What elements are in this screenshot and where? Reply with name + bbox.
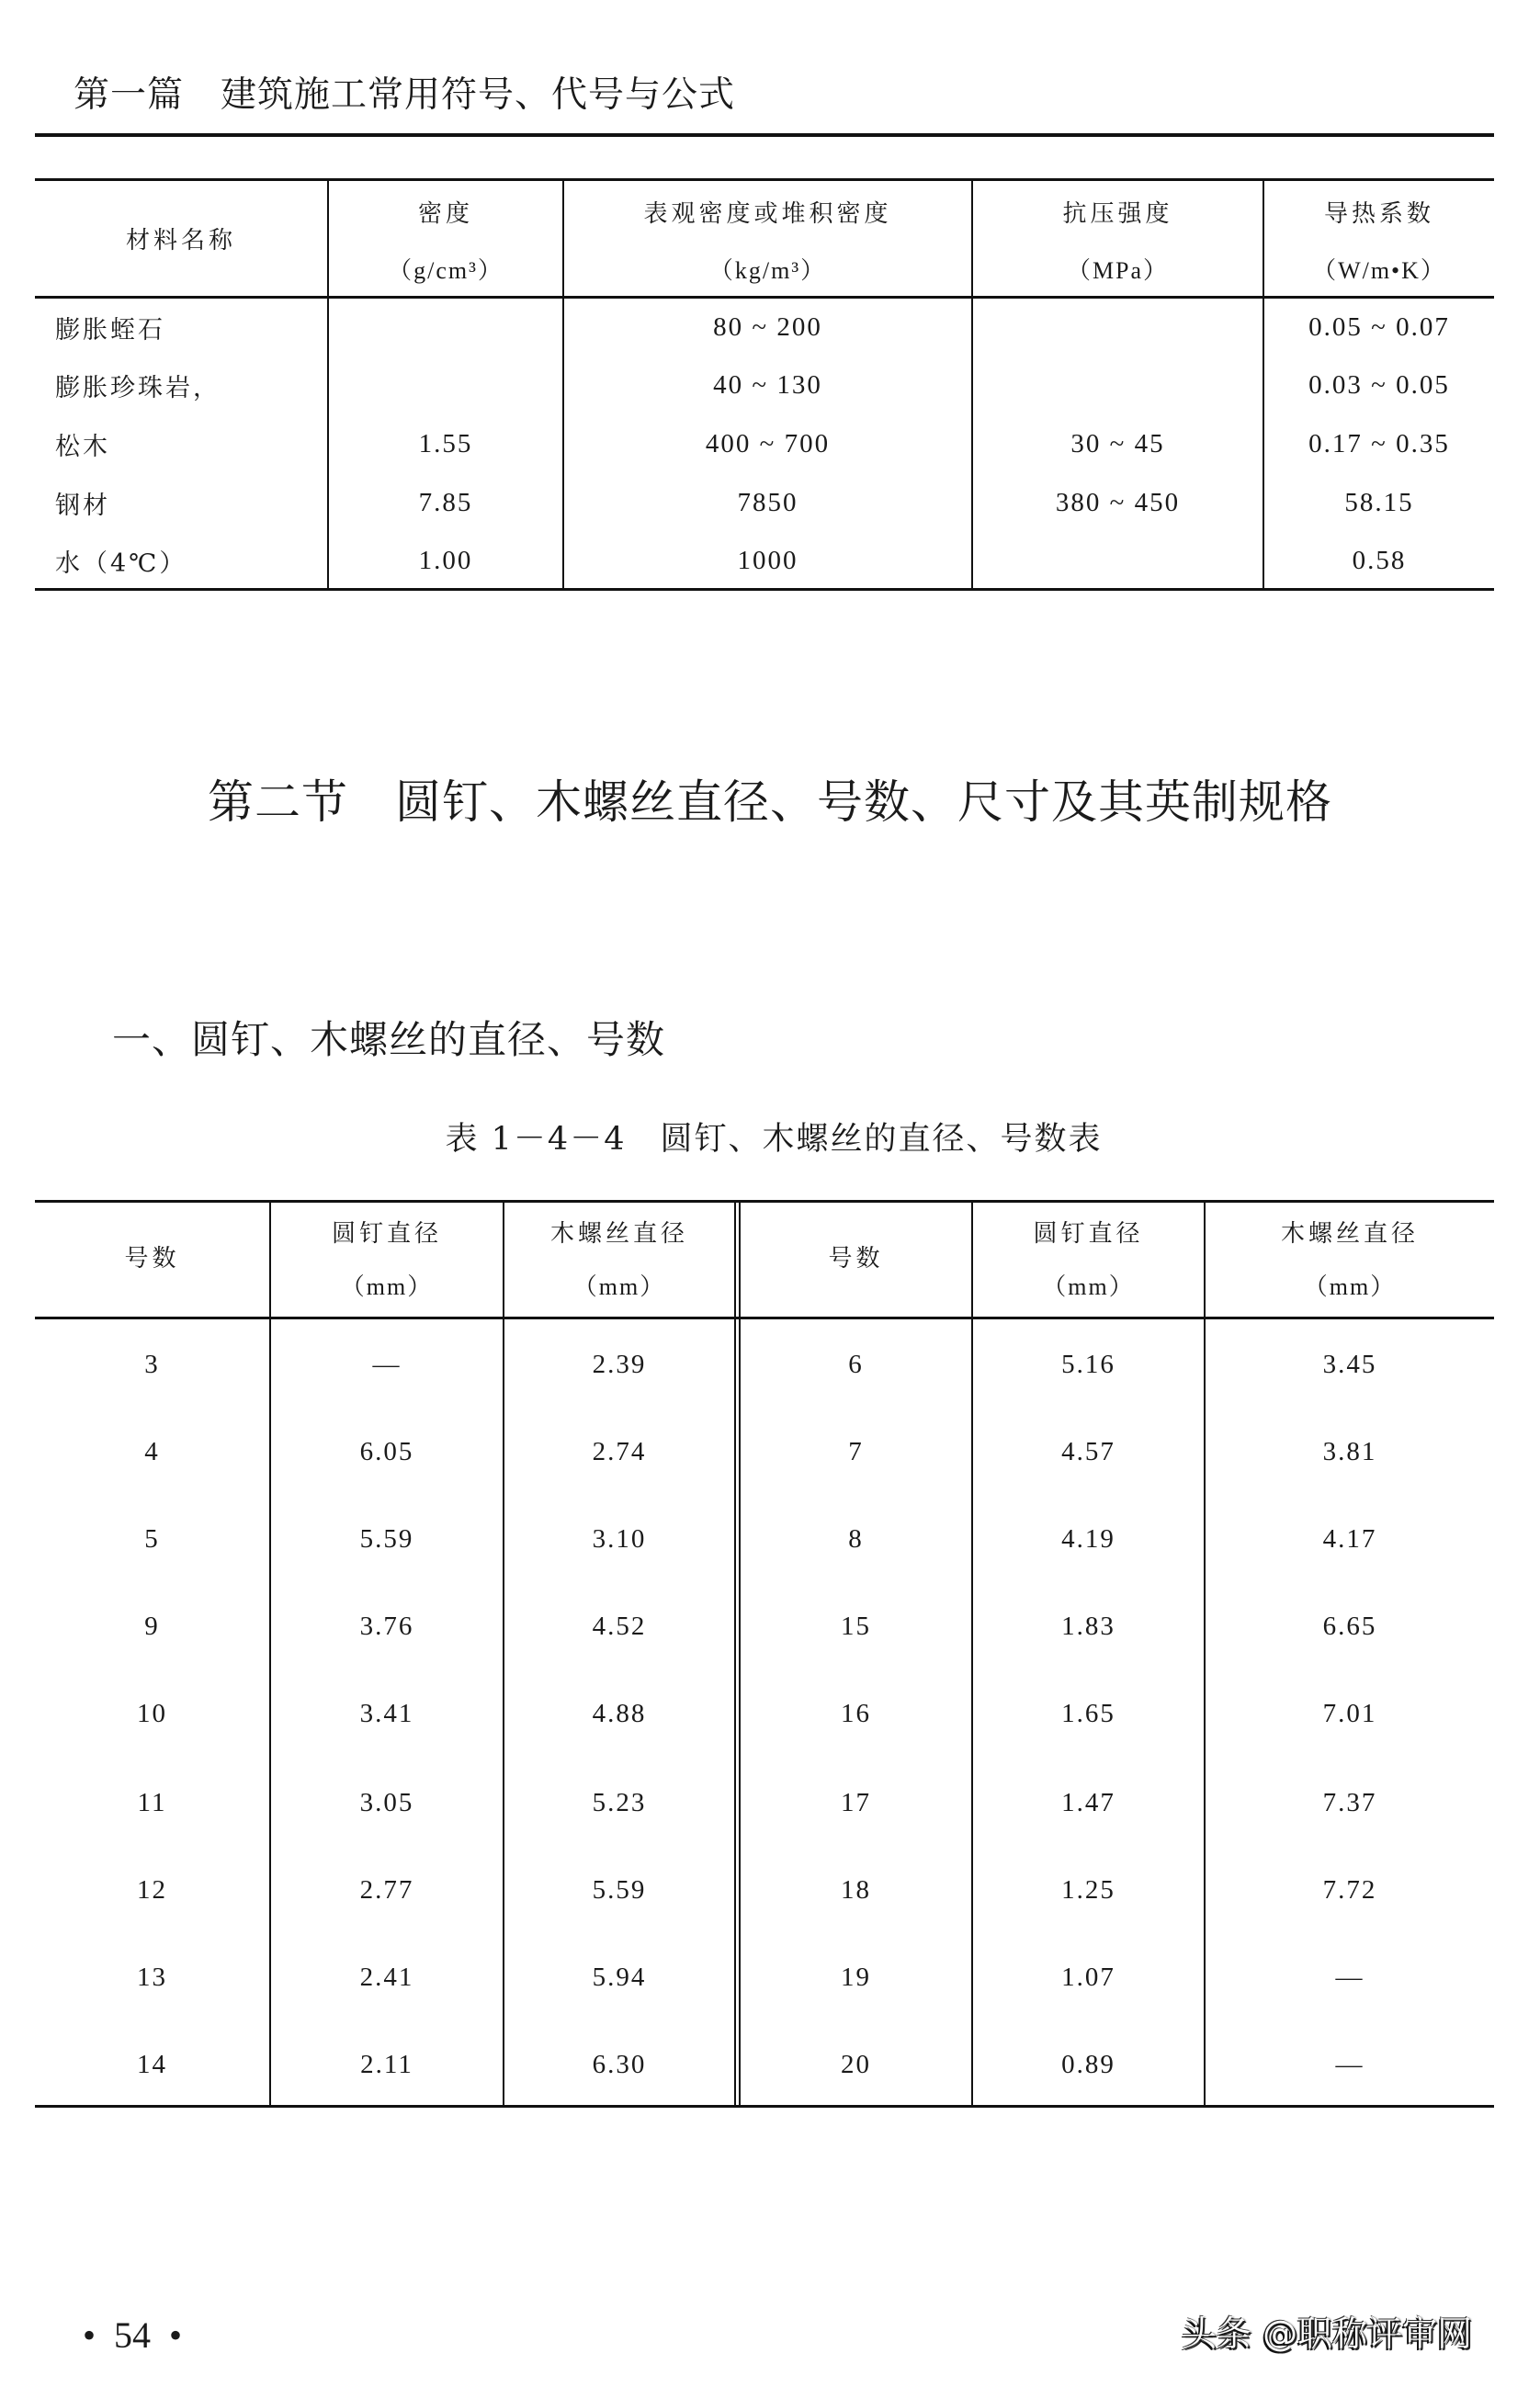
compressive-strength <box>973 544 1263 577</box>
table2-header-screw-diameter-unit: （mm） <box>572 1273 666 1300</box>
page-number: • 54 • <box>83 2314 183 2356</box>
bulk-density: 40 ~ 130 <box>713 369 822 400</box>
screw-diameter: 7.01 <box>1322 1698 1377 1728</box>
bulk-density: 7850 <box>737 487 798 517</box>
table1-header-thermal-conductivity-unit: （W/m•K） <box>1312 256 1446 284</box>
table2-col-divider <box>971 1201 973 2107</box>
material-name: 松木 <box>55 432 110 461</box>
compressive-strength <box>973 311 1263 344</box>
table2-header-gauge: 号数 <box>828 1245 884 1273</box>
table1-header-bulk-density-unit: （kg/m³） <box>708 256 827 284</box>
nail-diameter: 4.57 <box>1061 1436 1115 1466</box>
compressive-strength: 30 ~ 45 <box>1070 428 1165 458</box>
gauge: 20 <box>841 2049 871 2079</box>
screw-diameter: 2.74 <box>592 1436 647 1466</box>
gauge: 6 <box>848 1349 864 1379</box>
gauge: 18 <box>841 1874 871 1905</box>
watermark: 头条 @职称评审网 <box>1182 2313 1473 2354</box>
nail-diameter: 5.59 <box>359 1523 414 1554</box>
nail-diameter: 1.07 <box>1061 1962 1115 1992</box>
screw-diameter: 4.52 <box>592 1611 647 1641</box>
table1-header-density-unit: （g/cm³） <box>388 256 504 284</box>
thermal-conductivity: 58.15 <box>1344 487 1414 517</box>
screw-diameter: 5.59 <box>592 1874 647 1905</box>
material-name: 膨胀珍珠岩， <box>55 373 221 402</box>
table2-header-screw-diameter: 木螺丝直径 <box>1280 1220 1419 1248</box>
sub-heading: 一、圆钉、木螺丝的直径、号数 <box>112 1017 666 1062</box>
screw-diameter: 3.81 <box>1322 1436 1377 1466</box>
table2-col-divider <box>503 1201 504 2107</box>
gauge: 5 <box>144 1523 160 1554</box>
material-properties-table <box>0 0 1540 643</box>
nail-diameter: 4.19 <box>1061 1523 1115 1554</box>
compressive-strength <box>973 368 1263 402</box>
table1-top-rule <box>35 178 1494 181</box>
gauge: 4 <box>144 1436 160 1466</box>
bulk-density: 1000 <box>737 545 798 575</box>
screw-diameter: 4.17 <box>1322 1523 1377 1554</box>
nail-diameter: 3.76 <box>359 1611 414 1641</box>
screw-diameter: 6.30 <box>592 2049 647 2079</box>
table1-bottom-rule <box>35 588 1494 591</box>
screw-diameter: 2.39 <box>592 1349 647 1379</box>
gauge: 9 <box>144 1611 160 1641</box>
screw-diameter: 4.88 <box>592 1698 647 1728</box>
density <box>329 368 562 402</box>
gauge: 11 <box>137 1787 167 1817</box>
gauge: 19 <box>841 1962 871 1992</box>
gauge: 8 <box>848 1523 864 1554</box>
table2-double-divider <box>739 1201 741 2107</box>
screw-diameter: 7.72 <box>1322 1874 1377 1905</box>
nail-diameter: 6.05 <box>359 1436 414 1466</box>
gauge: 14 <box>137 2049 167 2079</box>
nail-diameter: 1.83 <box>1061 1611 1115 1641</box>
nail-diameter: 1.47 <box>1061 1787 1115 1817</box>
nail-diameter: 2.41 <box>359 1962 414 1992</box>
gauge: 17 <box>841 1787 871 1817</box>
table1-header-thermal-conductivity: 导热系数 <box>1323 200 1434 228</box>
table2-header-screw-diameter: 木螺丝直径 <box>549 1220 688 1248</box>
gauge: 10 <box>137 1698 167 1728</box>
table2-col-divider <box>1204 1201 1206 2107</box>
nail-diameter: 5.16 <box>1061 1349 1115 1379</box>
thermal-conductivity: 0.03 ~ 0.05 <box>1308 369 1450 400</box>
nail-diameter: 0.89 <box>1061 2049 1115 2079</box>
table1-header-compressive-strength-unit: （MPa） <box>1066 256 1170 284</box>
table1-header-compressive-strength: 抗压强度 <box>1062 200 1173 228</box>
nail-diameter: — <box>372 1349 402 1379</box>
bulk-density: 400 ~ 700 <box>705 428 831 458</box>
material-name: 水（4℃） <box>55 549 187 578</box>
table2-header-nail-diameter: 圆钉直径 <box>331 1220 442 1248</box>
screw-diameter: 3.10 <box>592 1523 647 1554</box>
gauge: 7 <box>848 1436 864 1466</box>
thermal-conductivity: 0.17 ~ 0.35 <box>1308 428 1450 458</box>
material-name: 膨胀蛭石 <box>55 315 165 345</box>
table1-header-bulk-density: 表观密度或堆积密度 <box>643 200 892 228</box>
screw-diameter: 5.94 <box>592 1962 647 1992</box>
table1-header-density: 密度 <box>417 200 473 228</box>
table2-header-screw-diameter-unit: （mm） <box>1303 1273 1397 1300</box>
nail-diameter: 2.77 <box>359 1874 414 1905</box>
table1-header-rule <box>35 296 1494 299</box>
gauge: 12 <box>137 1874 167 1905</box>
table2-header-nail-diameter-unit: （mm） <box>1042 1273 1135 1300</box>
table2-top-rule <box>35 1200 1494 1203</box>
table2-header-rule <box>35 1317 1494 1319</box>
screw-diameter: 7.37 <box>1322 1787 1377 1817</box>
table-caption: 表 1－4－4 圆钉、木螺丝的直径、号数表 <box>445 1121 1103 1158</box>
density: 1.55 <box>418 428 473 458</box>
density: 1.00 <box>418 545 473 575</box>
thermal-conductivity: 0.58 <box>1352 545 1407 575</box>
nail-diameter: 3.05 <box>359 1787 414 1817</box>
running-head: 第一篇 建筑施工常用符号、代号与公式 <box>74 74 736 116</box>
screw-diameter: 5.23 <box>592 1787 647 1817</box>
table2-header-nail-diameter: 圆钉直径 <box>1033 1220 1144 1248</box>
gauge: 15 <box>841 1611 871 1641</box>
gauge: 3 <box>144 1349 160 1379</box>
table2-header-nail-diameter-unit: （mm） <box>340 1273 434 1300</box>
table2-double-divider <box>734 1201 736 2107</box>
thermal-conductivity: 0.05 ~ 0.07 <box>1308 311 1450 342</box>
density <box>329 311 562 344</box>
density: 7.85 <box>418 487 473 517</box>
material-name: 钢材 <box>55 491 110 520</box>
gauge: 16 <box>841 1698 871 1728</box>
table2-header-gauge: 号数 <box>124 1245 180 1273</box>
nail-diameter: 3.41 <box>359 1698 414 1728</box>
nail-diameter: 1.25 <box>1061 1874 1115 1905</box>
screw-diameter: — <box>1335 1962 1364 1992</box>
section-title: 第二节 圆钉、木螺丝直径、号数、尺寸及其英制规格 <box>208 775 1332 829</box>
compressive-strength: 380 ~ 450 <box>1055 487 1181 517</box>
nail-diameter: 2.11 <box>360 2049 413 2079</box>
screw-diameter: 6.65 <box>1322 1611 1377 1641</box>
table2-col-divider <box>269 1201 271 2107</box>
screw-diameter: — <box>1335 2049 1364 2079</box>
bulk-density: 80 ~ 200 <box>713 311 822 342</box>
screw-diameter: 3.45 <box>1322 1349 1377 1379</box>
table1-header-material: 材料名称 <box>125 227 236 255</box>
nail-diameter: 1.65 <box>1061 1698 1115 1728</box>
gauge: 13 <box>137 1962 167 1992</box>
table2-bottom-rule <box>35 2105 1494 2108</box>
